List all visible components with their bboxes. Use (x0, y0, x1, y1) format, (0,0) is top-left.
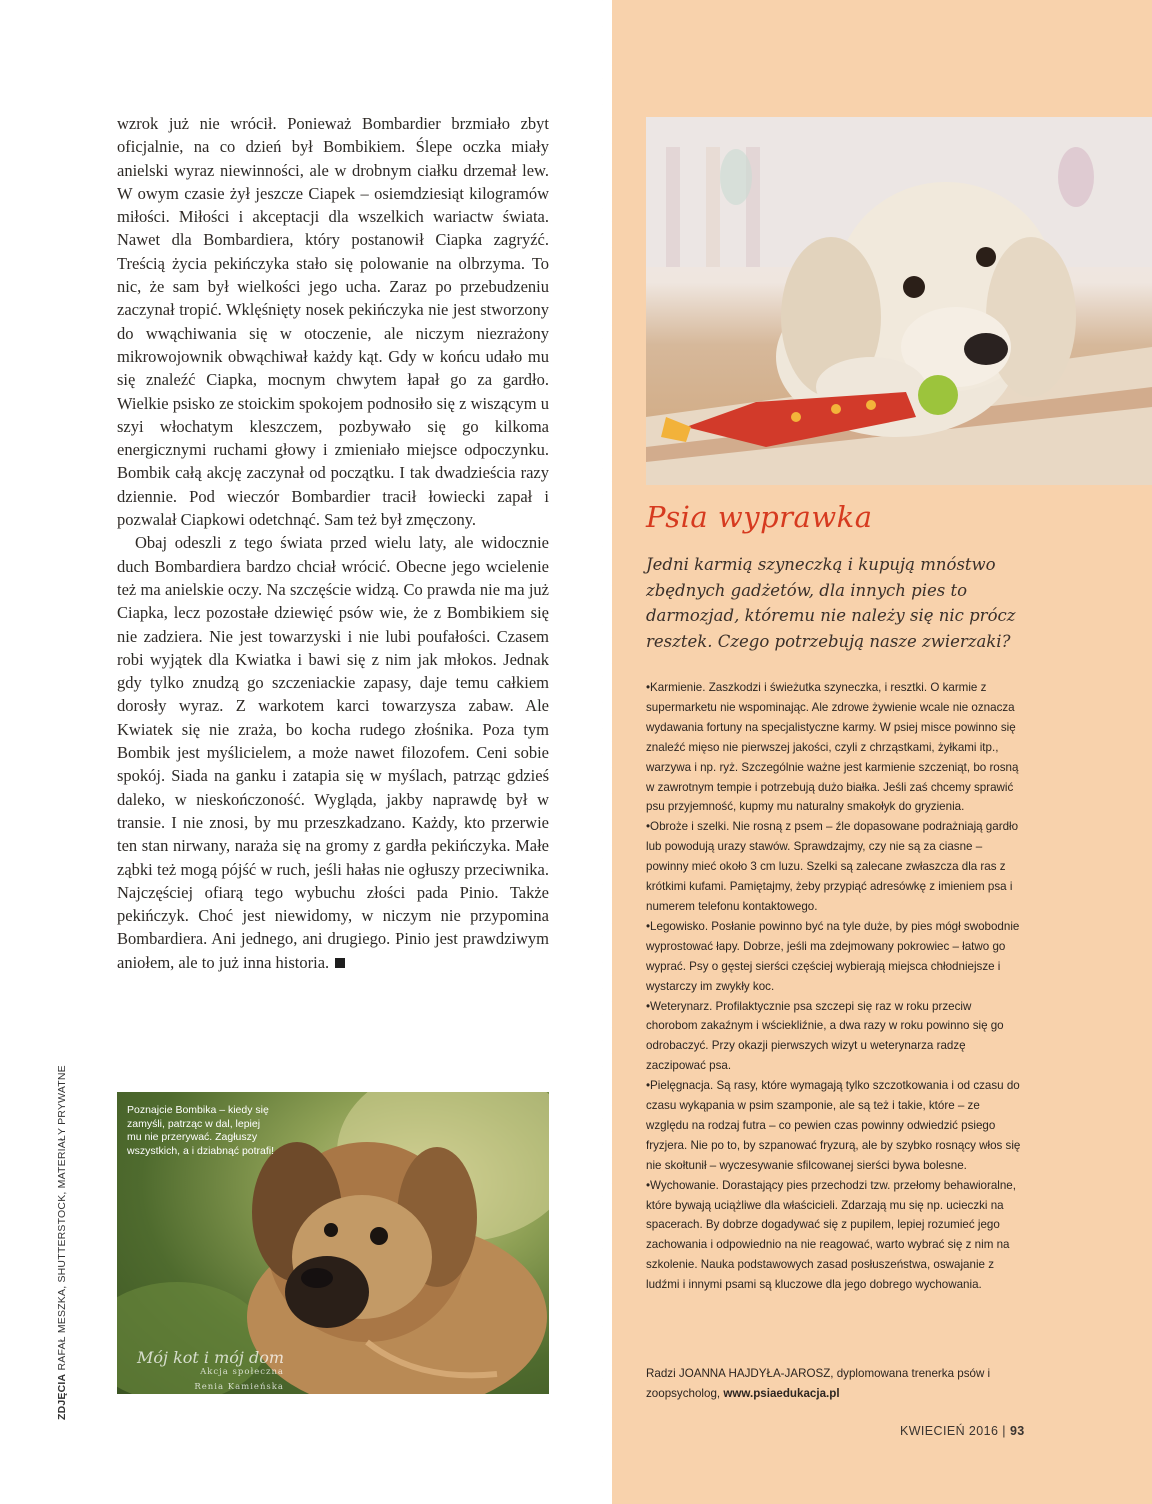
pekingese-photo (117, 1092, 549, 1394)
photo-caption: Poznajcie Bombika – kiedy się zamyśli, patrząc w dal, lepiej mu nie przerywać. Zagłuszy wszystkich, a i dziabnąć potrafi! (127, 1104, 275, 1157)
photographer-watermark: Mój kot i mój dom Akcja społeczna Renia Kamieńska (137, 1348, 285, 1392)
tip-item: •Pielęgnacja. Są rasy, które wymagają tylko szczotkowania i od czasu do czasu wykąpania w psim szamponie, ale są też i takie, które – ze względu na rodzaj futra – co pewien czas powinny odwiedzić psiego fryzjera. Nie po to, by szpanować fryzurą, ale by szybko rosnący włos się nie skołtunił – wyczesywanie sfilcowanej sierści bywa bolesne. (646, 1079, 1021, 1172)
tip-item: •Legowisko. Posłanie powinno być na tyle duże, by pies mógł swobodnie wyprostować łapy. Dobrze, jeśli ma zdejmowany pokrowiec – łatwo go wyprać. Psy o gęstej sierści częściej wybierają miejsca chłodniejsze i wystarczy im zwykły koc. (646, 919, 1020, 993)
tips-list (646, 678, 1024, 1295)
page-number: 93 (1009, 1424, 1025, 1438)
page-folio: KWIECIEŃ 2016 | 93 (900, 1424, 1025, 1438)
author-note: Radzi JOANNA HAJDYŁA-JAROSZ, dyplomowana trenerka psów i zoopsycholog, www.psiaedukacja.pl (646, 1367, 991, 1400)
tip-item: •Weterynarz. Profilaktycznie psa szczepi się raz w roku przeciw chorobom zakaźnym i wściekliźnie, a dwa razy w roku powinno się go odrobaczyć. Przy okazji pierwszych wizyt u weterynarza radzę zaczipować psa. (646, 999, 1004, 1073)
puppy-photo (646, 117, 1152, 485)
puppy-illustration (646, 117, 1152, 485)
end-of-article-mark (335, 958, 345, 968)
tip-item: •Obroże i szelki. Nie rosną z psem – źle dopasowane podrażniają gardło lub powodują urazy stawów. Sprawdzajmy, czy nie są za ciasne – powinny mieć około 3 cm luzu. Szelki są zalecane zwłaszcza dla ras z krótkimi kufami. Pamiętajmy, żeby przypiąć adresówkę z imieniem psa i numerem telefonu kontaktowego. (646, 820, 1019, 913)
article-paragraph: Obaj odeszli z tego świata przed wielu laty, ale widocznie duch Bombardiera bardzo chciał wrócić. Obecne jego wcielenie też ma anielskie oczy. Na szczęście widzą. Co prawda nie ma już Ciapka, lecz pozostałe dziewięć psów wie, że z Bombikiem się nie zadziera. Nie jest towarzyski i nie lubi poufałości. Czasem robi wyjątek dla Kwiatka i bawi się z nim jak młokos. Jednak gdy tylko znudzą go szczeniackie zapasy, daje temu całkiem dorosły wyraz. Z warkotem karci towarzysza zabaw. Ale Kwiatek się nie zraża, bo kocha rudego złośnika. Poza tym Bombik jest myślicielem, a może nawet filozofem. Ceni sobie spokój. Siada na ganku i zatapia się w myślach, patrząc gdzieś daleko, w nieskończoność. Wygląda, jakby naprawdę był w transie. I nie znosi, by mu przeszkadzano. Każdy, kto przerwie ten stan nirwany, naraża się na gromy z gardła pekińczyka. Małe ząbki też mogą pójść w ruch, jeśli hałas nie ogłuszy przeciwnika. Najczęściej ofiarą tego wybuchu złości pada Pinio. Także pekińczyk. Choć jest niewidomy, w niczym nie przypomina Bombardiera. Ani jednego, ani drugiego. Pinio jest prawdziwym aniołem, ale to już inna historia. (117, 533, 549, 972)
tip-item: •Karmienie. Zaszkodzi i świeżutka szyneczka, i resztki. O karmie z supermarketu nie wspominając. Ale zdrowe żywienie wcale nie oznacza wydawania fortuny na specjalistyczne karmy. W psiej misce powinno się znaleźć mięso nie pierwszej jakości, czyli z chrząstkami, żyłkami itp., warzywa i np. ryż. Szczególnie ważne jest karmienie szczeniąt, bo rosną w zawrotnym tempie i potrzebują dużo białka. Jeśli zaś chcemy sprawić psu przyjemność, kupmy mu naturalny smakołyk do gryzienia. (646, 681, 1019, 814)
article-paragraph: wzrok już nie wrócił. Ponieważ Bombardier brzmiało zbyt oficjalnie, na co dzień był Bombikiem. Ślepe oczka miały anielski wyraz niewinności, ale w drobnym ciałku drzemał lew. W owym czasie żył jeszcze Ciapek – osiemdziesiąt kilogramów miłości. Miłości i akceptacji dla wszelkich wariactw świata. Nawet dla Bombardiera, który postanowił Ciapka zagryźć. Treścią życia pekińczyka stało się polowanie na olbrzyma. To nic, że sam był wielkości jego ucha. Zaraz po przebudzeniu zaczynał tropić. Wklęśnięty nosek pekińczyka nie jest stworzony do wwąchiwania się w otoczenie, ale niczym niezrażony mikrowojownik obwąchiwał każdy kąt. Gdy w końcu udało mu się znaleźć Ciapka, mocnym chwytem łapał go za gardło. Wielkie psisko ze stoickim spokojem podnosiło się z wiszącym u szyi włochatym kleszczem, pozbywało się go kilkoma energicznymi ruchami głowy i zmieniało miejsce odpoczynku. Bombik całą akcję zaczynał od początku. I tak dwadzieścia razy dziennie. Pod wieczór Bombardier tracił łowiecki zapał i pozwalał Ciapkowi odetchnąć. Sam też był zmęczony. (117, 114, 549, 530)
author-name: JOANNA HAJDYŁA-JAROSZ (678, 1367, 831, 1380)
tip-item: •Wychowanie. Dorastający pies przechodzi tzw. przełomy behawioralne, które bywają uciążliwe dla właścicieli. Zdarzają mu się np. ucieczki na spacerach. By dobrze dogadywać się z pupilem, lepiej rozumieć jego zachowania i odpowiednio na nie reagować, warto wybrać się z nim na szkolenie. Nauka podstawowych zasad posłuszeństwa, oswajanie z ludźmi i innymi psami są kluczowe dla jego dobrego wychowania. (646, 1178, 1016, 1292)
article-body (117, 112, 549, 974)
photo-credits: ZDJĘCIA RAFAŁ MESZKA, SHUTTERSTOCK, MATERIAŁY PRYWATNE (56, 1065, 68, 1420)
author-website: www.psiaedukacja.pl (723, 1386, 840, 1400)
sidebar-intro: Jedni karmią szyneczką i kupują mnóstwo zbędnych gadżetów, dla innych pies to darmozjad, któremu nie należy się nic prócz resztek. Czego potrzebują nasze zwierzaki? (646, 555, 1016, 651)
sidebar-title: Psia wyprawka (646, 500, 873, 534)
scalloped-edge (598, 0, 626, 1504)
issue-date: KWIECIEŃ 2016 (900, 1424, 999, 1438)
